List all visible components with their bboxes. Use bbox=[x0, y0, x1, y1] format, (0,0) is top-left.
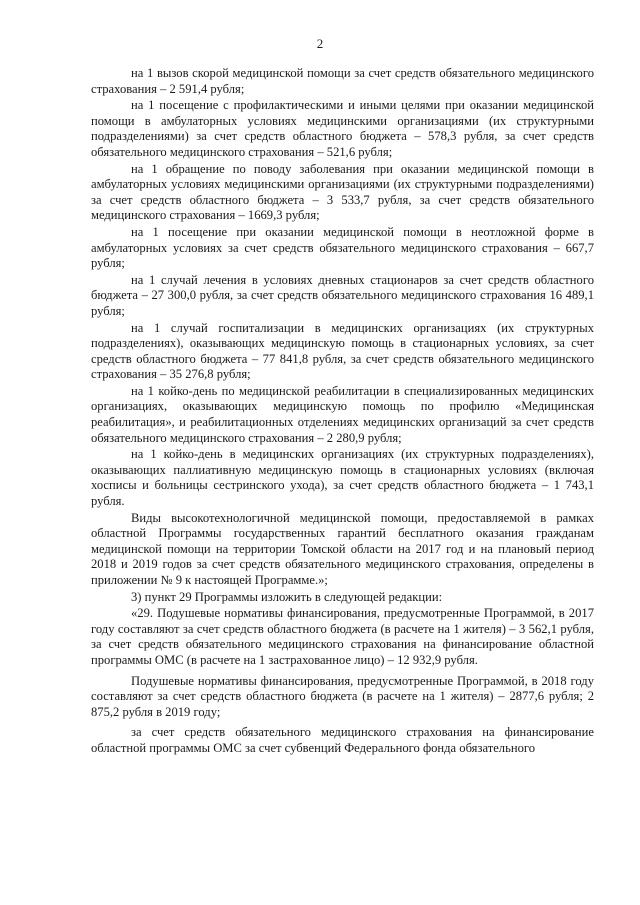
paragraph-oms-subventions: за счет средств обязательного медицинского страхования на финансирование областной программы ОМС за счет субвенций Федерального фонда обязательного bbox=[91, 725, 594, 755]
paragraph-palliative-bed-day: на 1 койко-день в медицинских организациях (их структурных подразделениях), оказывающих паллиативную медицинскую помощь в стационарных условиях (включая хосписы и больницы сестринского ухода), за счет средств областного бюджета – 1 743,1 рубля. bbox=[91, 447, 594, 509]
paragraph-per-capita-2018: Подушевые нормативы финансирования, предусмотренные Программой, в 2018 году составляют за счет средств областного бюджета (в расчете на 1 жителя) – 2877,6 рубля; 2 875,2 рубля в 2019 году; bbox=[91, 673, 594, 719]
paragraph-preventive-visit: на 1 посещение с профилактическими и иными целями при оказании медицинской помощи в амбулаторных условиях медицинскими организациями (их структурными подразделениями) за счет средств областного бюджета – 578,3 рубля, за счет средств обязательного медицинского страхования – 521,6 рубля; bbox=[91, 98, 594, 159]
paragraph-item-29-intro: 3) пункт 29 Программы изложить в следующей редакции: bbox=[131, 589, 443, 604]
document-body bbox=[91, 66, 594, 757]
paragraph-item-29-text: «29. Подушевые нормативы финансирования, предусмотренные Программой, в 2017 году составляют за счет средств областного бюджета (в расчете на 1 жителя) – 3 562,1 рубля, за счет средств обязательного медицинского страхования на финансирование областной программы ОМС (в расчете на 1 застрахованное лицо) – 12 932,9 рубля. bbox=[91, 606, 594, 667]
paragraph-urgent-visit: на 1 посещение при оказании медицинской помощи в неотложной форме в амбулаторных условиях за счет средств обязательного медицинского страхования – 667,7 рубля; bbox=[91, 224, 594, 271]
paragraph-hospitalization: на 1 случай госпитализации в медицинских организациях (их структурных подразделениях), оказывающих медицинскую помощь в стационарных условиях, за счет средств областного бюджета – 77 841,8 рубля, за счет средств обязательного медицинского страхования – 35 276,8 рубля; bbox=[91, 320, 594, 382]
paragraph-rehabilitation-bed-day: на 1 койко-день по медицинской реабилитации в специализированных медицинских организациях, оказывающих медицинскую помощь по профилю «Медицинская реабилитация», и реабилитационных отделениях медицинских организаций за счет средств обязательного медицинского страхования – 2 280,9 рубля; bbox=[91, 383, 594, 445]
paragraph-day-hospital: на 1 случай лечения в условиях дневных стационаров за счет средств областного бюджета – 27 300,0 рубля, за счет средств обязательного медицинского страхования 16 489,1 рубля; bbox=[91, 272, 594, 318]
paragraph-disease-visit: на 1 обращение по поводу заболевания при оказании медицинской помощи в амбулаторных условиях медицинскими организациями (их структурными подразделениями) за счет средств областного бюджета – 3 533,7 рубля, за счет средств обязательного медицинского страхования – 1669,3 рубля; bbox=[91, 161, 594, 223]
paragraph-ambulance-call: на 1 вызов скорой медицинской помощи за счет средств обязательного медицинского страхования – 2 591,4 рубля; bbox=[91, 66, 594, 96]
paragraph-high-tech-care: Виды высокотехнологичной медицинской помощи, предоставляемой в рамках областной Программы государственных гарантий бесплатного оказания гражданам медицинской помощи на территории Томской области на 2017 год и на плановый период 2018 и 2019 годов за счет средств обязательного медицинского страхования, определены в приложении № 9 к настоящей Программе.»; bbox=[91, 510, 594, 587]
page-number: 2 bbox=[316, 36, 324, 51]
